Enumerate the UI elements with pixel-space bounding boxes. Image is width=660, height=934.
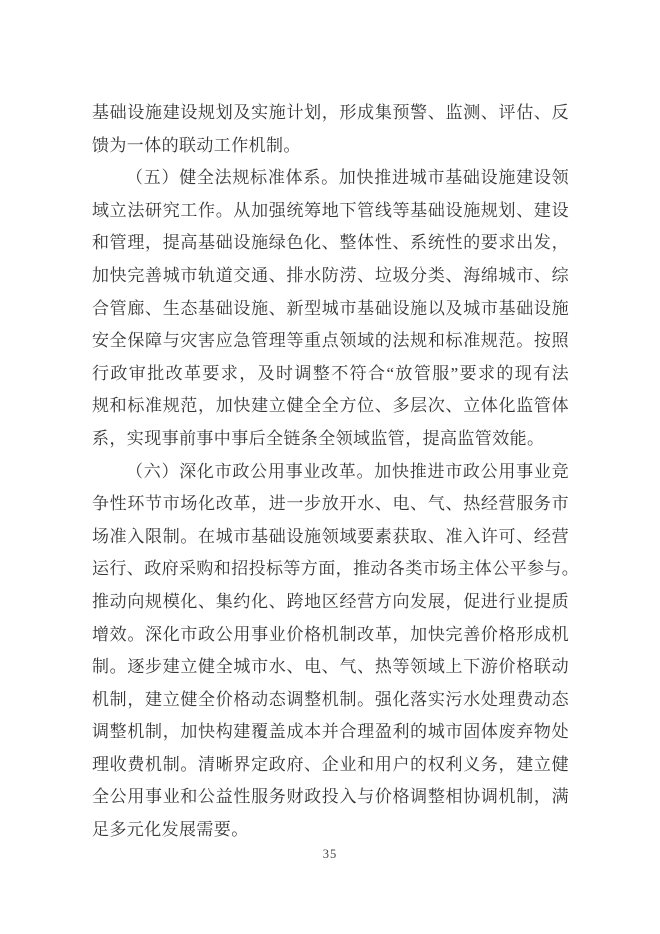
text-line: 全公用事业和公益性服务财政投入与价格调整相协调机制，满 bbox=[92, 787, 569, 807]
text-line: 域立法研究工作。从加强统筹地下管线等基础设施规划、建设 bbox=[92, 200, 569, 220]
page-number: 35 bbox=[322, 847, 338, 861]
text-line: 规和标准规范，加快建立健全全方位、多层次、立体化监管体 bbox=[92, 396, 569, 416]
text-line: 运行、政府采购和招投标等方面，推动各类市场主体公平参与。 bbox=[92, 559, 580, 579]
text-line: 基础设施建设规划及实施计划，形成集预警、监测、评估、反 bbox=[92, 103, 569, 122]
text-line: （五）健全法规标准体系。加快推进城市基础设施建设领 bbox=[126, 168, 569, 188]
text-line: 安全保障与灾害应急管理等重点领域的法规和标准规范。按照 bbox=[92, 331, 569, 351]
text-line: 理收费机制。清晰界定政府、企业和用户的权利义务，建立健 bbox=[92, 754, 569, 774]
text-line: 和管理，提高基础设施绿色化、整体性、系统性的要求出发， bbox=[92, 233, 569, 253]
text-line: （六）深化市政公用事业改革。加快推进市政公用事业竞 bbox=[126, 461, 569, 481]
text-line: 系，实现事前事中事后全链条全领域监管，提高监管效能。 bbox=[92, 428, 545, 448]
text-line: 场准入限制。在城市基础设施领域要素获取、准入许可、经营 bbox=[92, 526, 569, 546]
text-line: 争性环节市场化改革，进一步放开水、电、气、热经营服务市 bbox=[92, 494, 569, 514]
text-line: 机制，建立健全价格动态调整机制。强化落实污水处理费动态 bbox=[92, 689, 569, 709]
text-line: 合管廊、生态基础设施、新型城市基础设施以及城市基础设施 bbox=[92, 298, 569, 318]
text-line: 馈为一体的联动工作机制。 bbox=[92, 135, 301, 155]
text-line: 加快完善城市轨道交通、排水防涝、垃圾分类、海绵城市、综 bbox=[92, 265, 569, 285]
text-line: 增效。深化市政公用事业价格机制改革，加快完善价格形成机 bbox=[92, 624, 569, 644]
text-line: 制。逐步建立健全城市水、电、气、热等领域上下游价格联动 bbox=[92, 657, 569, 677]
text-line: 调整机制，加快构建覆盖成本并合理盈利的城市固体废弃物处 bbox=[92, 722, 569, 742]
text-line: 足多元化发展需要。 bbox=[92, 820, 249, 840]
text-line: 推动向规模化、集约化、跨地区经营方向发展，促进行业提质 bbox=[92, 591, 569, 611]
body-text bbox=[92, 97, 580, 847]
text-line: 行政审批改革要求，及时调整不符合“放管服”要求的现有法 bbox=[92, 363, 569, 383]
